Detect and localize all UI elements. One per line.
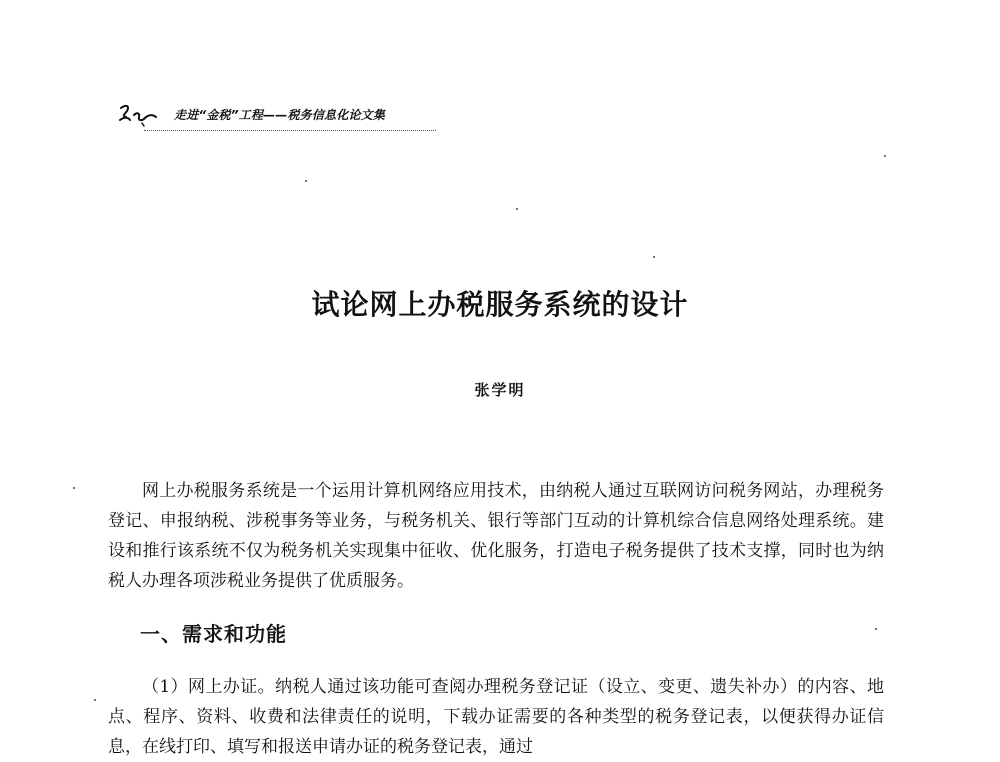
section-paragraph: （1）网上办证。纳税人通过该功能可查阅办理税务登记证（设立、变更、遗失补办）的内容、地点、程序、资料、收费和法律责任的说明，下载办证需要的各种类型的税务登记表，以便获得办证信息，在线打印、填写和报送申请办证的税务登记表，通过	[108, 677, 884, 757]
scan-speck	[875, 628, 877, 630]
scan-speck	[73, 487, 75, 489]
scan-speck	[94, 699, 96, 701]
running-header	[118, 100, 436, 134]
running-header-title: 走进“金税”工程——税务信息化论文集	[174, 108, 386, 122]
scan-speck	[516, 208, 518, 210]
handwritten-logo-icon	[118, 100, 160, 130]
header-divider	[144, 130, 436, 131]
section-heading: 一、需求和功能	[140, 622, 287, 646]
scan-speck	[305, 180, 307, 182]
article-author: 张学明	[474, 381, 526, 399]
scan-speck	[653, 256, 655, 258]
article-title: 试论网上办税服务系统的设计	[311, 287, 689, 321]
scan-speck	[884, 155, 886, 157]
intro-paragraph: 网上办税服务系统是一个运用计算机网络应用技术，由纳税人通过互联网访问税务网站，办理税务登记、申报纳税、涉税事务等业务，与税务机关、银行等部门互动的计算机综合信息网络处理系统。建设和推行该系统不仅为税务机关实现集中征收、优化服务，打造电子税务提供了技术支撑，同时也为纳税人办理各项涉税业务提供了优质服务。	[108, 481, 884, 591]
